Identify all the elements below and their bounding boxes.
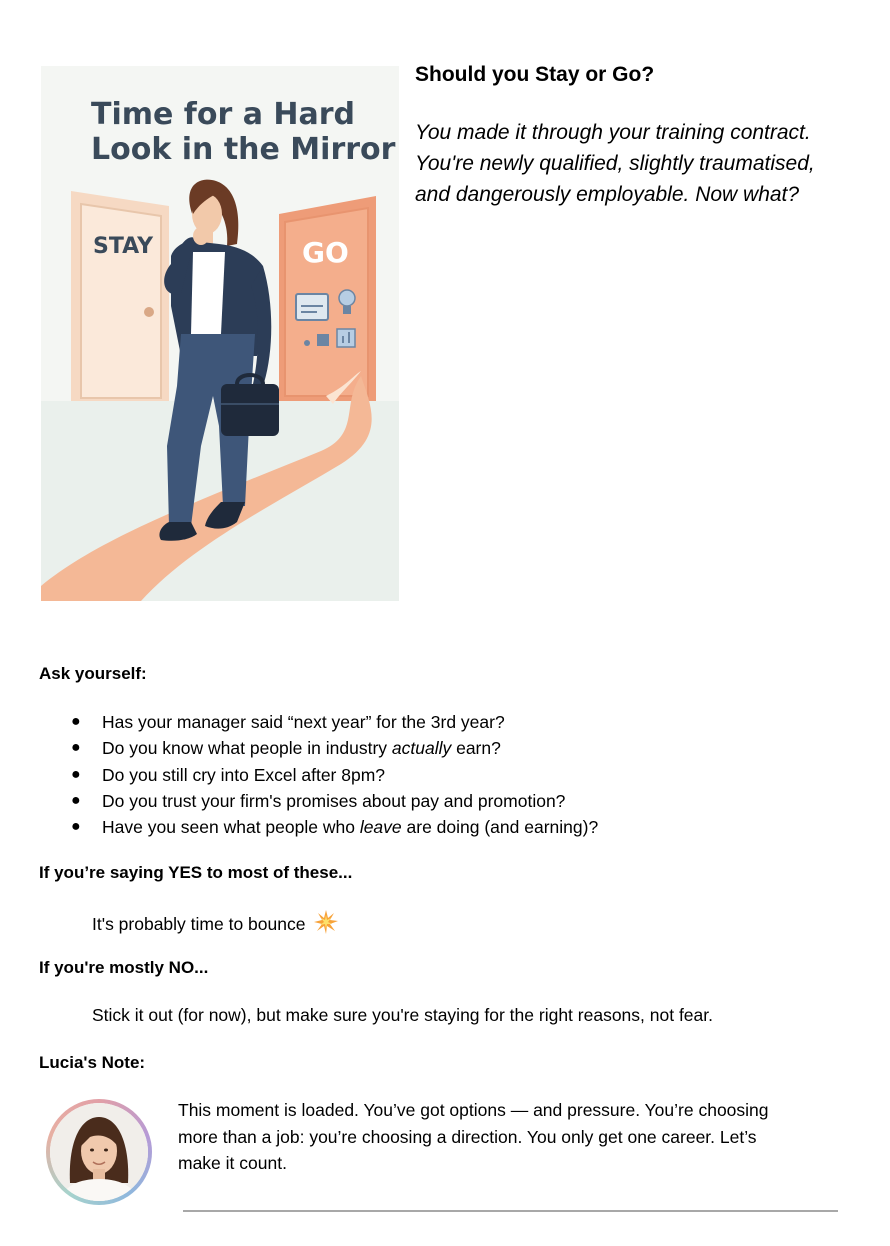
- avatar-photo: [50, 1103, 148, 1201]
- illustration-heading-line1: Time for a Hard: [91, 97, 356, 132]
- bullet-icon: ●: [71, 765, 81, 783]
- divider: [183, 1210, 838, 1212]
- illustration-heading-line2: Look in the Mirror: [91, 132, 396, 167]
- portrait-icon: [50, 1103, 148, 1201]
- ask-heading: Ask yourself:: [39, 664, 147, 683]
- bullet-icon: ●: [71, 818, 81, 836]
- bullet-icon: ●: [71, 713, 81, 730]
- note-heading: Lucia's Note:: [39, 1053, 146, 1072]
- question-list: [71, 709, 598, 840]
- no-heading: If you're mostly NO...: [39, 958, 209, 977]
- list-item: ● Has your manager said “next year” for the 3rd year?: [71, 709, 598, 735]
- avatar: [46, 1099, 152, 1205]
- lightbulb-icon: [339, 290, 355, 306]
- no-text: Stick it out (for now), but make sure you're staying for the right reasons, not fear.: [92, 1005, 713, 1025]
- stay-or-go-illustration: [41, 66, 399, 601]
- hero-illustration: [41, 66, 399, 601]
- blocks-icon: [317, 334, 329, 346]
- bullet-icon: ●: [71, 791, 81, 809]
- chart-icon: [337, 329, 355, 347]
- stay-door-label: STAY: [93, 234, 153, 259]
- yes-text-line: [92, 910, 338, 935]
- collision-icon: [314, 910, 338, 934]
- intro-text: You made it through your training contract. You're newly qualified, slightly traumatised, and dangerously employable. Now what?: [415, 121, 815, 206]
- go-door: [279, 196, 376, 401]
- bullet-icon: ●: [71, 739, 81, 757]
- list-item: ● Have you seen what people who leave are doing (and earning)?: [71, 814, 598, 840]
- list-item: ● Do you know what people in industry actually earn?: [71, 735, 598, 761]
- briefcase: [221, 384, 279, 436]
- stay-door: [71, 191, 169, 401]
- yes-text: It's probably time to bounce: [92, 914, 306, 934]
- page-title: Should you Stay or Go?: [415, 63, 655, 86]
- note-text: This moment is loaded. You’ve got options — and pressure. You’re choosing more than a job: you’re choosing a direction. You only get one career. Let’s make it count.: [178, 1100, 769, 1173]
- go-door-label: GO: [302, 236, 349, 269]
- list-item: ● Do you still cry into Excel after 8pm?: [71, 762, 598, 788]
- list-item: ● Do you trust your firm's promises about pay and promotion?: [71, 788, 598, 814]
- yes-heading: If you’re saying YES to most of these...: [39, 863, 353, 882]
